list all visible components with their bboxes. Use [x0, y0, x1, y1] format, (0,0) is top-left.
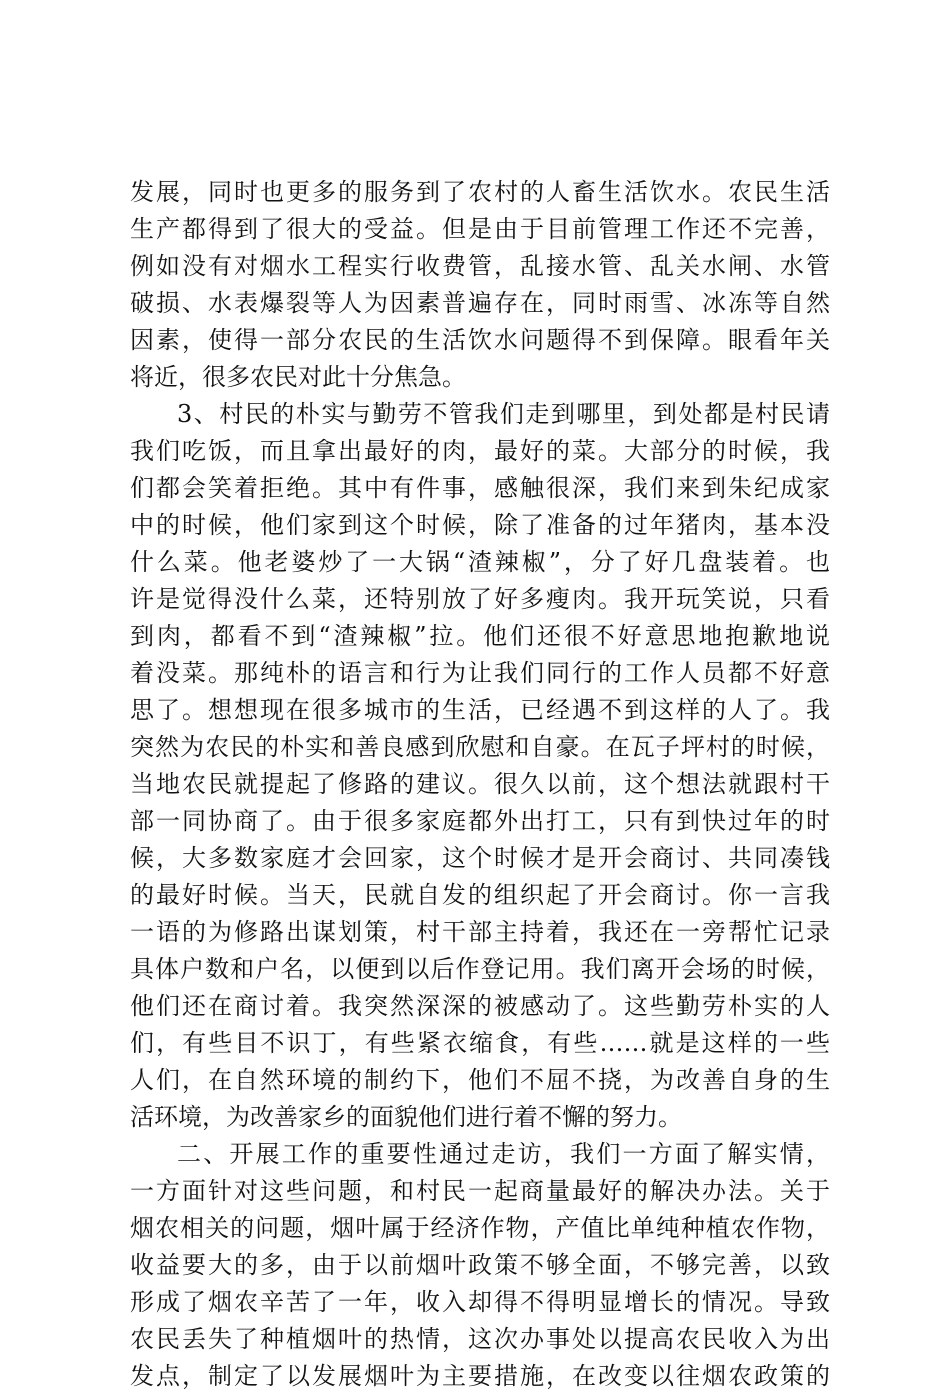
text-line: 着没菜。那纯朴的语言和行为让我们同行的工作人员都不好意 [130, 659, 830, 687]
text-line: 收益要大的多，由于以前烟叶政策不够全面，不够完善，以致 [130, 1251, 830, 1279]
document-body [130, 174, 830, 1395]
text-line: 烟农相关的问题，烟叶属于经济作物，产值比单纯种植农作物， [130, 1214, 830, 1242]
text-line: 二、开展工作的重要性通过走访，我们一方面了解实情， [177, 1140, 830, 1168]
text-line: 将近，很多农民对此十分焦急。 [130, 363, 466, 391]
text-line: 思了。想想现在很多城市的生活，已经遇不到这样的人了。我 [130, 696, 830, 724]
text-line: 的最好时候。当天，民就自发的组织起了开会商讨。你一言我 [130, 881, 830, 909]
text-line: 发点，制定了以发展烟叶为主要措施，在改变以往烟农政策的 [130, 1362, 830, 1390]
text-line: 例如没有对烟水工程实行收费管，乱接水管、乱关水闸、水管 [130, 252, 830, 280]
text-line: 候，大多数家庭才会回家，这个时候才是开会商讨、共同凑钱 [130, 844, 830, 872]
text-line: 破损、水表爆裂等人为因素普遍存在，同时雨雪、冰冻等自然 [130, 289, 830, 317]
text-line: 部一同协商了。由于很多家庭都外出打工，只有到快过年的时 [130, 807, 830, 835]
text-line: 人们，在自然环境的制约下，他们不屈不挠，为改善自身的生 [130, 1066, 830, 1094]
text-line: 因素，使得一部分农民的生活饮水问题得不到保障。眼看年关 [130, 326, 830, 354]
text-line: 农民丢失了种植烟叶的热情，这次办事处以提高农民收入为出 [130, 1325, 830, 1353]
text-line: 生产都得到了很大的受益。但是由于目前管理工作还不完善， [130, 215, 830, 243]
text-line: 什么菜。他老婆炒了一大锅“渣辣椒”，分了好几盘装着。也 [130, 548, 830, 576]
text-line: 3、村民的朴实与勤劳不管我们走到哪里，到处都是村民请 [177, 400, 830, 428]
text-line: 们都会笑着拒绝。其中有件事，感触很深，我们来到朱纪成家 [130, 474, 830, 502]
text-line: 一方面针对这些问题，和村民一起商量最好的解决办法。关于 [130, 1177, 830, 1205]
text-line: 发展，同时也更多的服务到了农村的人畜生活饮水。农民生活 [130, 178, 830, 206]
text-line: 中的时候，他们家到这个时候，除了准备的过年猪肉，基本没 [130, 511, 830, 539]
text-line: 他们还在商讨着。我突然深深的被感动了。这些勤劳朴实的人 [130, 992, 830, 1020]
text-line: 许是觉得没什么菜，还特别放了好多瘦肉。我开玩笑说，只看 [130, 585, 830, 613]
text-line: 具体户数和户名，以便到以后作登记用。我们离开会场的时候， [130, 955, 830, 983]
text-line: 当地农民就提起了修路的建议。很久以前，这个想法就跟村干 [130, 770, 830, 798]
text-line: 一语的为修路出谋划策，村干部主持着，我还在一旁帮忙记录 [130, 918, 830, 946]
text-line: 活环境，为改善家乡的面貌他们进行着不懈的努力。 [130, 1103, 682, 1131]
text-line: 突然为农民的朴实和善良感到欣慰和自豪。在瓦子坪村的时候， [130, 733, 830, 761]
text-line: 们，有些目不识丁，有些紧衣缩食，有些……就是这样的一些 [130, 1029, 830, 1057]
text-line: 形成了烟农辛苦了一年，收入却得不得明显增长的情况。导致 [130, 1288, 830, 1316]
text-line: 我们吃饭，而且拿出最好的肉，最好的菜。大部分的时候，我 [130, 437, 830, 465]
text-line: 到肉，都看不到“渣辣椒”拉。他们还很不好意思地抱歉地说 [130, 622, 830, 650]
